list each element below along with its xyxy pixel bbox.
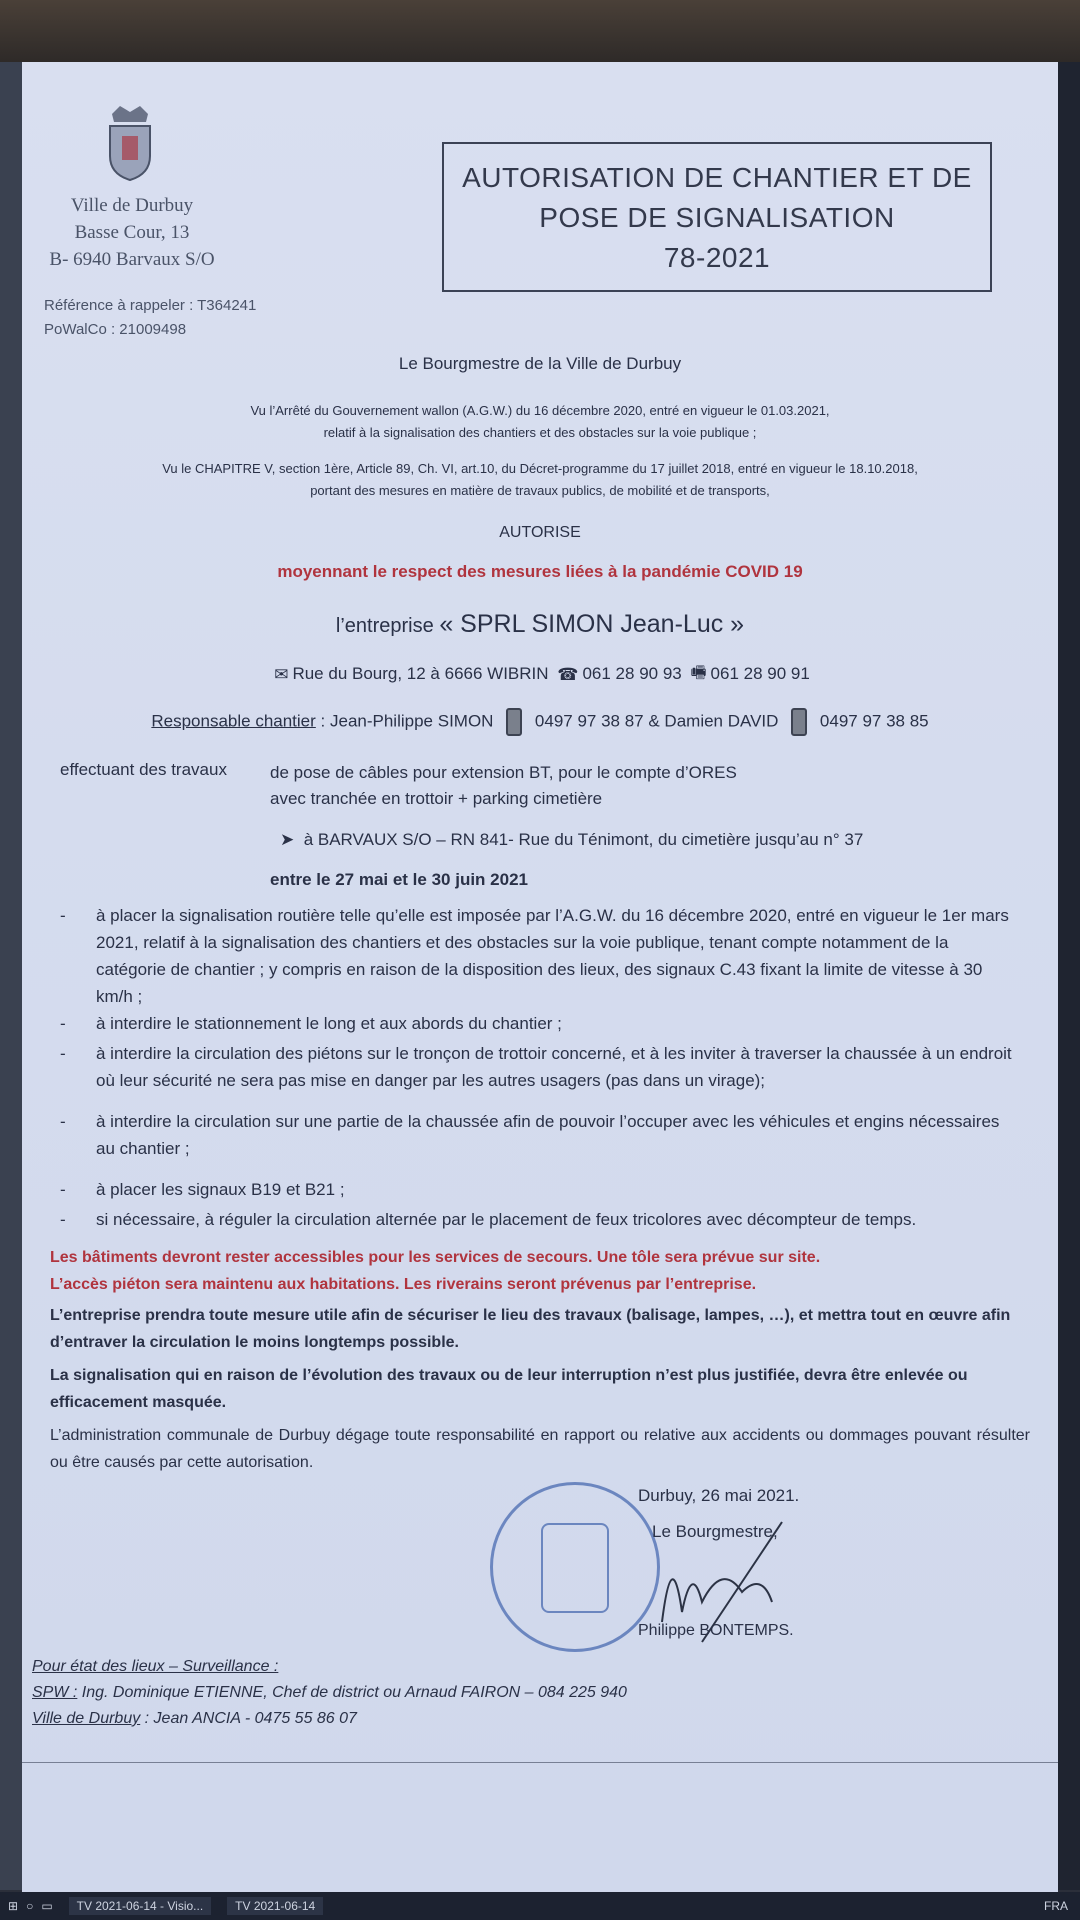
spw-label: SPW : (32, 1684, 78, 1701)
city-label: Ville de Durbuy (32, 1710, 141, 1727)
location-text: à BARVAUX S/O – RN 841- Rue du Ténimont, du cimetière jusqu’au n° 37 (303, 830, 864, 849)
taskbar-window-1[interactable]: TV 2021-06-14 - Visio... (69, 1897, 212, 1915)
works-location (280, 830, 863, 850)
access-notice (50, 1244, 820, 1298)
legal-basis-text: Vu le CHAPITRE V, section 1ère, Article 89, Ch. VI, art.10, du Décret-programme du 17 juillet 2018, entré en vigueur le 18.10.2018, (162, 461, 918, 476)
safety-clause: L’entreprise prendra toute mesure utile afin de sécuriser le lieu des travaux (balisage, lampes, …), et mettra tout en œuvre afin d’entraver la circulation le moins longtemps possible. (50, 1307, 1011, 1351)
obligation-item: - à interdire la circulation des piétons sur le tronçon de trottoir concerné, et à les inviter à traverser la chaussée à un endroit où leur sécurité ne sera pas mise en danger par les autres usagers (pas dans un virage); (60, 1040, 1020, 1094)
address-line: B- 6940 Barvaux S/O (49, 249, 215, 270)
obligation-text: à placer les signaux B19 et B21 ; (96, 1180, 345, 1199)
taskbar-window-2[interactable]: TV 2021-06-14 (227, 1897, 323, 1915)
address-line: Ville de Durbuy (70, 195, 194, 216)
coat-of-arms-icon (102, 102, 158, 182)
official-stamp (490, 1482, 660, 1652)
obligation-text: si nécessaire, à réguler la circulation alternée par le placement de feux tricolores avec décompteur de temps. (96, 1210, 917, 1229)
mobile-phone-icon (791, 708, 807, 736)
access-line: L’accès piéton sera maintenu aux habitations. Les riverains seront prévenus par l’entreprise. (50, 1276, 757, 1293)
title-line: POSE DE SIGNALISATION (539, 202, 895, 233)
reference-line: Référence à rappeler : T364241 (44, 297, 257, 314)
liability-clause: L’administration communale de Durbuy dégage toute responsabilité en rapport ou relative aux accidents ou dommages pouvant résulter ou être causés par cette autorisation. (50, 1427, 1030, 1471)
issuer-line: Le Bourgmestre de la Ville de Durbuy (398, 354, 682, 373)
title-number: 78-2021 (663, 242, 771, 273)
site-managers (22, 708, 1058, 736)
legal-basis-text: portant des mesures en matière de travaux publics, de mobilité et de transports, (310, 483, 770, 498)
city-contact: : Jean ANCIA - 0475 55 86 07 (140, 1710, 357, 1727)
company-phone: 061 28 90 93 (582, 663, 682, 683)
company-fax: 061 28 90 91 (710, 663, 810, 683)
window-frame-left (0, 62, 22, 1890)
window-frame-right (1058, 62, 1080, 1890)
obligation-item: - à interdire la circulation sur une partie de la chaussée afin de pouvoir l’occuper avec les véhicules et engins nécessaires au chantier ; (60, 1108, 1020, 1162)
manager-2-phone: 0497 97 38 85 (819, 711, 929, 731)
access-line: Les bâtiments devront rester accessibles pour les services de secours. Une tôle sera prévue sur site. (50, 1249, 821, 1266)
reference-line: PoWalCo : 21009498 (44, 321, 187, 338)
window-frame-top (0, 0, 1080, 62)
works-description (270, 760, 737, 812)
mail-icon: ✉ (274, 664, 289, 684)
signatory-name: Philippe BONTEMPS. (638, 1622, 794, 1639)
works-line: de pose de câbles pour extension BT, pour le compte d’ORES (270, 763, 737, 782)
company-address: Rue du Bourg, 12 à 6666 WIBRIN (292, 663, 549, 683)
legal-basis-1 (22, 400, 1058, 444)
mobile-phone-icon (506, 708, 522, 736)
supervision-heading: Pour état des lieux – Surveillance : (32, 1658, 279, 1675)
manager-2: & Damien DAVID (648, 711, 779, 731)
municipality-address (42, 192, 222, 273)
manager-1: : Jean-Philippe SIMON (320, 711, 494, 731)
legal-basis-2 (22, 458, 1058, 502)
company-line (22, 610, 1058, 639)
legal-basis-text: relatif à la signalisation des chantiers et des obstacles sur la voie publique ; (323, 425, 757, 440)
taskbar (0, 1892, 1080, 1920)
works-line: avec tranchée en trottoir + parking cimetière (270, 789, 603, 808)
signature-date: Durbuy, 26 mai 2021. (638, 1486, 800, 1505)
telephone-icon: ☎ (557, 664, 579, 684)
obligation-item: - à interdire le stationnement le long et aux abords du chantier ; (60, 1010, 1020, 1037)
obligation-item: - à placer les signaux B19 et B21 ; (60, 1176, 1020, 1203)
windows-start-icon[interactable]: ⊞ (8, 1899, 19, 1913)
manager-1-phone: 0497 97 38 87 (534, 711, 644, 731)
language-indicator[interactable]: FRA (1044, 1899, 1068, 1913)
search-icon[interactable]: ○ (26, 1899, 34, 1913)
footer-divider (22, 1762, 1058, 1763)
obligation-text: à interdire la circulation sur une partie de la chaussée afin de pouvoir l’occuper avec les véhicules et engins nécessaires au chantier ; (96, 1112, 1000, 1158)
document-page (22, 62, 1058, 1892)
authorise-heading: AUTORISE (499, 524, 581, 541)
title-line: AUTORISATION DE CHANTIER ET DE (462, 162, 972, 193)
obligation-item: - si nécessaire, à réguler la circulation alternée par le placement de feux tricolores avec décompteur de temps. (60, 1206, 1020, 1233)
supervision-block (32, 1654, 627, 1732)
spw-contact: Ing. Dominique ETIENNE, Chef de district ou Arnaud FAIRON – 084 225 940 (77, 1684, 627, 1701)
signatory-title: Le Bourgmestre, (652, 1522, 778, 1541)
arrow-icon: ➤ (280, 830, 304, 849)
task-view-icon[interactable]: ▭ (41, 1899, 53, 1913)
obligation-item: - à placer la signalisation routière telle qu’elle est imposée par l’A.G.W. du 16 décembre 2020, entré en vigueur le 1er mars 2021, relatif à la signalisation des chantiers et des obstacles sur la voie publique, tenant compte notamment de la catégorie de chantier ; y compris en raison de la disposition des lieux, des signaux C.43 fixant la limite de vitesse à 30 km/h ; (60, 902, 1020, 1010)
reference-block (44, 294, 256, 342)
managers-label: Responsable chantier (151, 711, 316, 731)
legal-basis-text: Vu l’Arrêté du Gouvernement wallon (A.G.W.) du 16 décembre 2020, entré en vigueur le 01.03.2021, (250, 403, 830, 418)
works-dates: entre le 27 mai et le 30 juin 2021 (270, 870, 528, 889)
obligation-text: à interdire le stationnement le long et aux abords du chantier ; (96, 1014, 562, 1033)
obligation-text: à interdire la circulation des piétons sur le tronçon de trottoir concerné, et à les inviter à traverser la chaussée à un endroit où leur sécurité ne sera pas mise en danger par les autres usagers (pas dans un virage); (96, 1044, 1012, 1090)
company-name: « SPRL SIMON Jean-Luc » (439, 610, 745, 638)
works-label: effectuant des travaux (60, 760, 227, 779)
company-prefix: l’entreprise (335, 615, 440, 637)
address-line: Basse Cour, 13 (74, 222, 190, 243)
covid-notice: moyennant le respect des mesures liées à la pandémie COVID 19 (277, 562, 803, 581)
obligation-text: à placer la signalisation routière telle qu’elle est imposée par l’A.G.W. du 16 décembre 2020, entré en vigueur le 1er mars 2021, relatif à la signalisation des chantiers et des obstacles sur la voie publique, tenant compte notamment de la catégorie de chantier ; y compris en raison de la disposition des lieux, des signaux C.43 fixant la limite de vitesse à 30 km/h ; (96, 906, 1009, 1006)
document-title-box (442, 142, 992, 292)
signage-removal-clause: La signalisation qui en raison de l’évolution des travaux ou de leur interruption n’est plus justifiée, devra être enlevée ou efficacement masquée. (50, 1367, 968, 1411)
company-contact (22, 660, 1058, 689)
fax-icon: 🖷 (690, 663, 707, 682)
